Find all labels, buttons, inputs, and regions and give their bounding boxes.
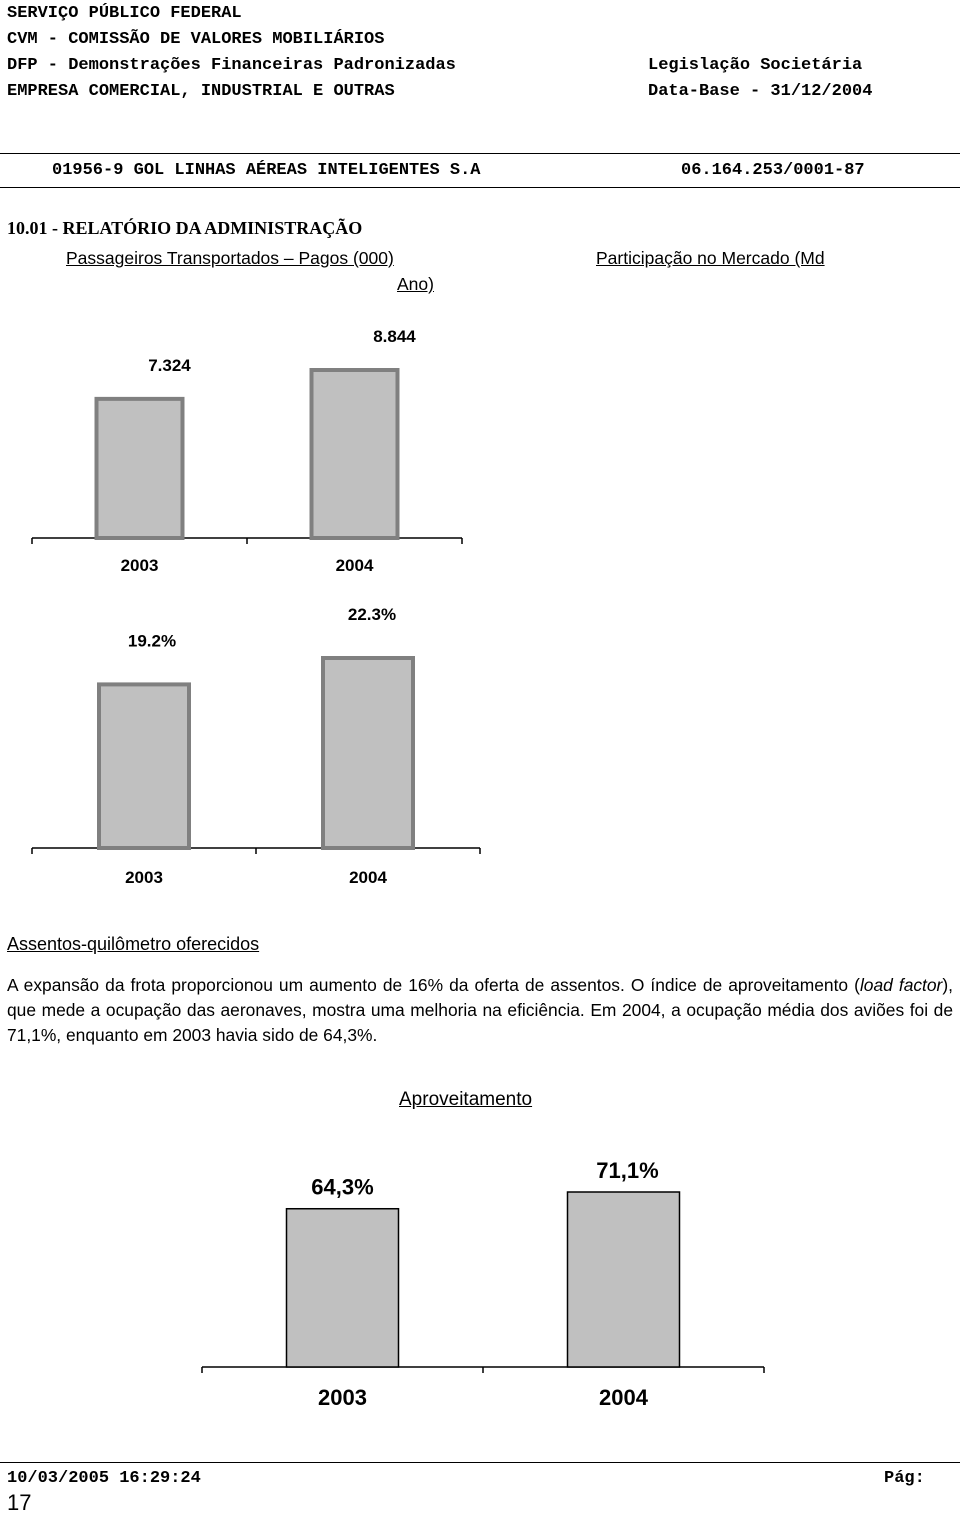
passengers-chart-title: Passageiros Transportados – Pagos (000)	[66, 248, 394, 268]
category-label-2004: 2004	[349, 868, 387, 887]
data-label-2004: 22.3%	[347, 605, 397, 624]
aproveitamento-heading: Aproveitamento	[399, 1089, 533, 1110]
data-label-2003: 19.2%	[127, 631, 177, 651]
data-label-2003: 7.324	[148, 355, 191, 375]
paragraph-italic-term: load factor	[859, 975, 943, 995]
section-title: 10.01 - RELATÓRIO DA ADMINISTRAÇÃO	[7, 218, 363, 238]
footer-rule	[0, 1462, 960, 1463]
category-label-2003: 2003	[125, 868, 163, 887]
category-label-2003: 2003	[318, 1385, 367, 1410]
category-label-2004: 2004	[599, 1385, 648, 1410]
company-name: 01956-9 GOL LINHAS AÉREAS INTELIGENTES S.A	[52, 161, 481, 180]
header-line-3-right: Legislação Societária	[648, 56, 863, 75]
data-label-2004: 8.844	[373, 327, 416, 346]
bar-2004	[323, 658, 413, 848]
paragraph-part-2: ), que mede a ocupação das aeronaves, mostra uma melhoria na eficiência. Em 2004, a ocupação média dos aviões foi de 71,1%, enquanto em 2003 havia sido de 64,3%.	[7, 975, 953, 1045]
load-factor-chart	[180, 1158, 780, 1430]
bar-2004	[568, 1192, 680, 1367]
company-cnpj: 06.164.253/0001-87	[681, 161, 865, 180]
header-line-4-left: EMPRESA COMERCIAL, INDUSTRIAL E OUTRAS	[7, 82, 395, 101]
footer-timestamp: 10/03/2005 16:29:24	[7, 1469, 201, 1488]
bar-2003	[97, 399, 183, 538]
header-line-3-left: DFP - Demonstrações Financeiras Padronizadas	[7, 56, 456, 75]
bar-2003	[99, 684, 189, 848]
passengers-chart	[0, 320, 500, 590]
company-bottom-rule	[0, 187, 960, 188]
category-label-2003: 2003	[120, 556, 159, 575]
paragraph-part-1: A expansão da frota proporcionou um aumento de 16% da oferta de assentos. O índice de aproveitamento (	[7, 975, 860, 995]
footer-page-label: Pág:	[884, 1469, 925, 1488]
header-line-4-right: Data-Base - 31/12/2004	[648, 82, 873, 101]
data-label-2003: 64,3%	[311, 1174, 374, 1200]
market-share-chart-title: Participação no Mercado (Md	[596, 248, 825, 268]
header-line-1: SERVIÇO PÚBLICO FEDERAL	[7, 4, 242, 23]
load-factor-paragraph	[7, 973, 953, 1048]
company-top-rule	[0, 153, 960, 154]
passengers-chart-title-cont: Ano)	[397, 274, 434, 294]
seat-km-heading: Assentos-quilômetro oferecidos	[7, 934, 260, 954]
data-label-2004: 71,1%	[596, 1158, 659, 1183]
bar-2004	[312, 370, 398, 538]
category-label-2004: 2004	[335, 556, 374, 575]
market-share-chart	[0, 605, 500, 895]
footer-page-number: 17	[7, 1490, 32, 1515]
header-line-2: CVM - COMISSÃO DE VALORES MOBILIÁRIOS	[7, 30, 385, 49]
bar-2003	[287, 1209, 399, 1367]
